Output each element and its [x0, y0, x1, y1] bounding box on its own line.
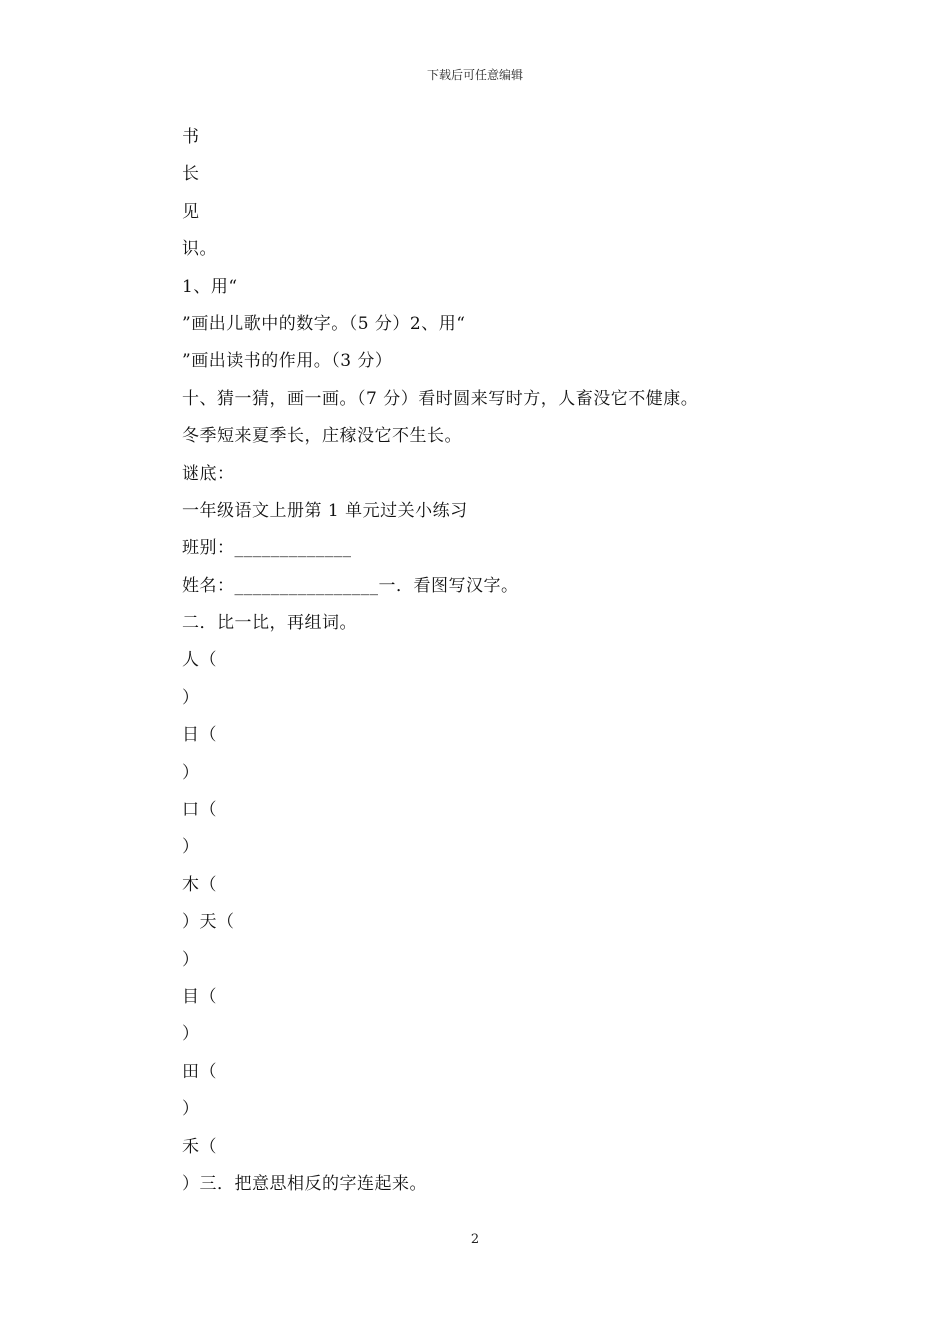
exercise-line: 木（: [182, 874, 217, 895]
exercise-line: 禾（: [182, 1136, 217, 1157]
document-body: [182, 119, 802, 1203]
name-field-line: 姓名：________________一．看图写汉字。: [182, 575, 519, 596]
text-line: ”画出读书的作用。（3 分）: [182, 351, 393, 372]
section-heading: 二．比一比，再组词。: [182, 613, 357, 634]
section-heading: ）三．把意思相反的字连起来。: [182, 1173, 427, 1194]
exercise-line: 田（: [182, 1061, 217, 1082]
exercise-line: ）: [182, 949, 200, 970]
exercise-line: 人（: [182, 650, 217, 671]
riddle-answer-label: 谜底：: [182, 463, 235, 484]
exercise-line: ）: [182, 1099, 200, 1120]
exercise-line: ）: [182, 762, 200, 783]
exercise-line: 日（: [182, 725, 217, 746]
page-header-note: 下载后可任意编辑: [426, 68, 523, 82]
text-line: ”画出儿歌中的数字。（5 分）2、用“: [182, 313, 466, 334]
exercise-line: 目（: [182, 986, 217, 1007]
exercise-line: 口（: [182, 800, 217, 821]
text-line: 1、用“: [182, 276, 238, 297]
worksheet-title: 一年级语文上册第 1 单元过关小练习: [182, 500, 468, 521]
exercise-line: ）: [182, 837, 200, 858]
text-line: 书: [182, 127, 200, 147]
page-number: 2: [470, 1232, 480, 1247]
text-line: 识。: [182, 239, 217, 260]
class-field-line: 班别：_____________: [182, 538, 352, 559]
exercise-line: ）天（: [182, 912, 235, 933]
text-line: 见: [182, 201, 200, 222]
exercise-line: ）: [182, 687, 200, 708]
exercise-line: ）: [182, 1024, 200, 1045]
riddle-question-line: 十、猜一猜，画一画。（7 分）看时圆来写时方，人畜没它不健康。: [182, 388, 699, 409]
text-line: 长: [182, 164, 200, 185]
riddle-text-line: 冬季短来夏季长，庄稼没它不生长。: [182, 426, 462, 447]
